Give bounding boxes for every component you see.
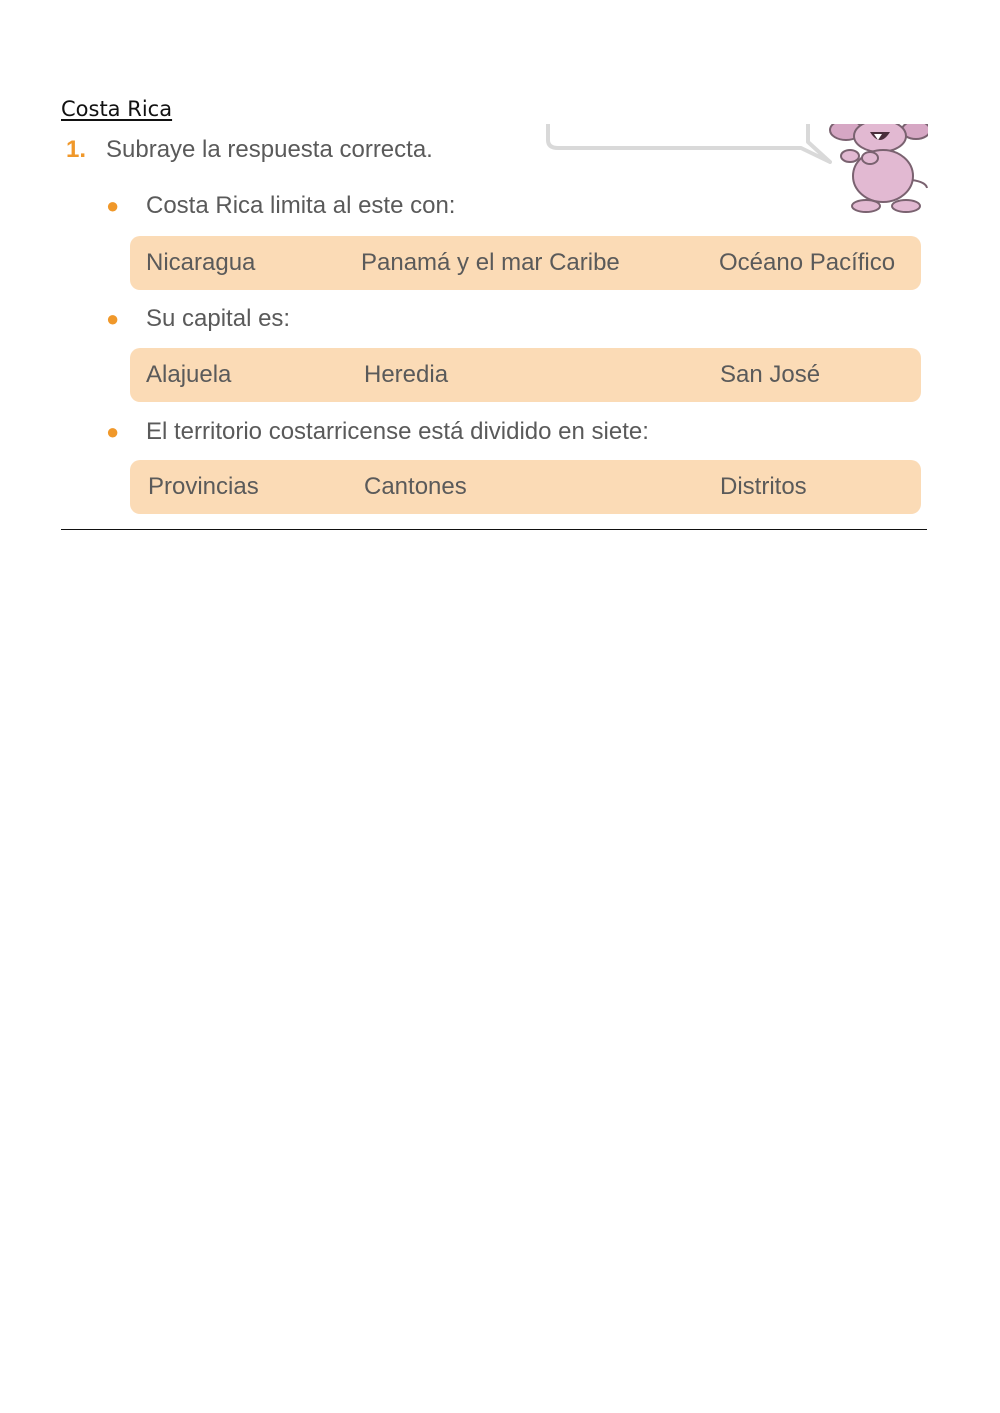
instruction-text: Subraye la respuesta correcta. — [106, 136, 433, 163]
page-title: Costa Rica — [61, 97, 173, 121]
question-2 — [106, 305, 290, 333]
horizontal-divider — [61, 529, 927, 530]
orange-dot-icon: ● — [106, 419, 120, 444]
orange-dot-icon: ● — [106, 193, 120, 218]
options-row-2 — [130, 348, 921, 402]
option-distritos[interactable]: Distritos — [720, 473, 807, 500]
cartoon-mouse-icon — [828, 124, 928, 216]
option-nicaragua[interactable]: Nicaragua — [146, 249, 256, 276]
option-alajuela[interactable]: Alajuela — [146, 361, 232, 388]
options-row-3 — [130, 460, 921, 514]
question-prompt: Su capital es: — [146, 305, 291, 332]
question-prompt: El territorio costarricense está dividido en siete: — [146, 418, 649, 445]
option-san-jose[interactable]: San José — [720, 361, 821, 388]
question-3 — [106, 418, 649, 446]
option-panama-mar-caribe[interactable]: Panamá y el mar Caribe — [361, 249, 620, 276]
orange-dot-icon: ● — [106, 306, 120, 331]
option-provincias[interactable]: Provincias — [148, 473, 259, 500]
exercise-number: 1. — [66, 136, 87, 163]
exercise-instruction — [66, 136, 433, 164]
option-cantones[interactable]: Cantones — [364, 473, 467, 500]
option-heredia[interactable]: Heredia — [364, 361, 449, 388]
question-prompt: Costa Rica limita al este con: — [146, 192, 456, 219]
options-row-1 — [130, 236, 921, 290]
option-oceano-pacifico[interactable]: Océano Pacífico — [719, 249, 896, 276]
question-1 — [106, 192, 455, 220]
speech-bubble-icon — [546, 118, 832, 164]
